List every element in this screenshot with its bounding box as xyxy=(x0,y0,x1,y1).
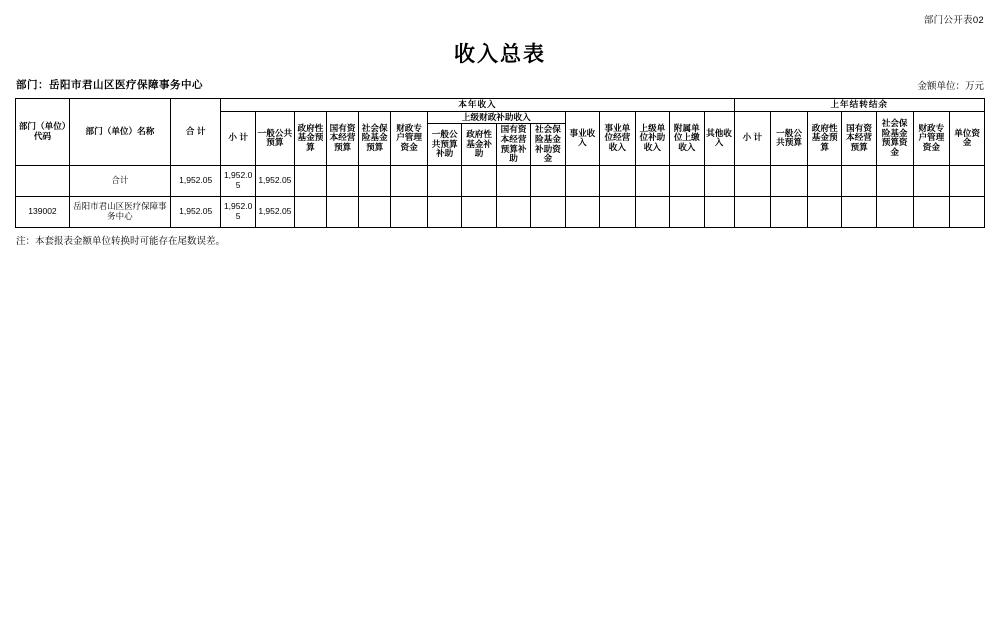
cell-sup-social xyxy=(531,196,565,227)
cell-pb-fin-acct xyxy=(913,196,950,227)
cell-total: 1,952.05 xyxy=(170,196,221,227)
cell-pb-social xyxy=(876,165,913,196)
th-pb-social: 社会保险基金预算资金 xyxy=(876,111,913,165)
th-subordinate-payment: 附属单位上缴收入 xyxy=(670,111,704,165)
cell-superior-unit xyxy=(635,165,669,196)
cell-cy-soe xyxy=(327,196,359,227)
cell-biz-operating xyxy=(600,165,636,196)
th-cy-fin-acct: 财政专户管理资金 xyxy=(391,111,428,165)
page-title: 收入总表 xyxy=(454,43,546,66)
th-cy-social: 社会保险基金预算 xyxy=(359,111,391,165)
cell-pb-fin-acct xyxy=(913,165,950,196)
th-pb-subtotal: 小 计 xyxy=(734,111,771,165)
amount-unit-label: 金额单位：万元 xyxy=(917,81,984,92)
cell-cy-general: 1,952.05 xyxy=(255,165,294,196)
cell-subordinate xyxy=(670,165,704,196)
th-other-income: 其他收入 xyxy=(704,111,734,165)
cell-sup-soe xyxy=(496,196,530,227)
th-pb-fin-acct: 财政专户管理资金 xyxy=(913,111,950,165)
cell-cy-gov-fund xyxy=(294,165,326,196)
cell-dept-name: 合计 xyxy=(69,165,170,196)
th-cy-soe: 国有资本经营预算 xyxy=(327,111,359,165)
cell-cy-subtotal: 1,952.05 xyxy=(221,165,255,196)
cell-pb-soe xyxy=(842,165,876,196)
cell-sup-social xyxy=(531,165,565,196)
th-biz-operating: 事业单位经营收入 xyxy=(600,111,636,165)
cell-cy-gov-fund xyxy=(294,196,326,227)
cell-cy-fin-acct xyxy=(391,165,428,196)
th-dept-name: 部门（单位）名称 xyxy=(69,99,170,166)
cell-pb-subtotal xyxy=(734,196,771,227)
cell-biz-operating xyxy=(600,196,636,227)
cell-dept-code xyxy=(16,165,70,196)
cell-sup-general xyxy=(427,165,461,196)
th-cy-subtotal: 小 计 xyxy=(221,111,255,165)
th-pb-general: 一般公共预算 xyxy=(771,111,808,165)
cell-sup-gov-fund xyxy=(462,196,496,227)
cell-cy-soe xyxy=(327,165,359,196)
cell-cy-general: 1,952.05 xyxy=(255,196,294,227)
table-row xyxy=(16,165,985,196)
cell-cy-fin-acct xyxy=(391,196,428,227)
cell-sup-gov-fund xyxy=(462,165,496,196)
th-sup-gov-fund: 政府性基金补助 xyxy=(462,124,496,166)
th-dept-code: 部门（单位）代码 xyxy=(16,99,70,166)
cell-pb-gov-fund xyxy=(807,165,841,196)
cell-pb-general xyxy=(771,165,808,196)
th-pb-gov-fund: 政府性基金预算 xyxy=(807,111,841,165)
cell-pb-general xyxy=(771,196,808,227)
form-code: 部门公开表02 xyxy=(923,15,984,26)
cell-superior-unit xyxy=(635,196,669,227)
cell-total: 1,952.05 xyxy=(170,165,221,196)
cell-sup-general xyxy=(427,196,461,227)
th-group-prior-balance: 上年结转结余 xyxy=(734,99,985,112)
th-superior-unit-subsidy: 上级单位补助收入 xyxy=(635,111,669,165)
cell-subordinate xyxy=(670,196,704,227)
th-cy-general: 一般公共预算 xyxy=(255,111,294,165)
cell-cy-social xyxy=(359,196,391,227)
cell-cy-subtotal: 1,952.05 xyxy=(221,196,255,227)
footer-note: 注：本套报表金额单位转换时可能存在尾数误差。 xyxy=(16,236,226,247)
cell-dept-name: 岳阳市君山区医疗保障事务中心 xyxy=(69,196,170,227)
cell-pb-subtotal xyxy=(734,165,771,196)
department-label: 部门：岳阳市君山区医疗保障事务中心 xyxy=(16,79,203,91)
th-pb-soe: 国有资本经营预算 xyxy=(842,111,876,165)
income-summary-table xyxy=(15,98,985,228)
th-sup-general: 一般公共预算补助 xyxy=(427,124,461,166)
cell-pb-social xyxy=(876,196,913,227)
cell-other xyxy=(704,196,734,227)
th-cy-gov-fund: 政府性基金预算 xyxy=(294,111,326,165)
th-sup-social: 社会保险基金补助资金 xyxy=(531,124,565,166)
cell-pb-unit-fund xyxy=(950,165,985,196)
th-pb-unit-fund: 单位资金 xyxy=(950,111,985,165)
cell-pb-gov-fund xyxy=(807,196,841,227)
cell-pb-unit-fund xyxy=(950,196,985,227)
th-total: 合 计 xyxy=(170,99,221,166)
cell-biz-income xyxy=(565,165,599,196)
cell-pb-soe xyxy=(842,196,876,227)
th-group-current-year: 本年收入 xyxy=(221,99,734,112)
table-row xyxy=(16,196,985,227)
th-sup-soe: 国有资本经营预算补助 xyxy=(496,124,530,166)
cell-dept-code: 139002 xyxy=(16,196,70,227)
cell-other xyxy=(704,165,734,196)
cell-biz-income xyxy=(565,196,599,227)
th-biz-income: 事业收入 xyxy=(565,111,599,165)
cell-cy-social xyxy=(359,165,391,196)
cell-sup-soe xyxy=(496,165,530,196)
th-group-superior-subsidy: 上级财政补助收入 xyxy=(427,111,565,124)
meta-row xyxy=(16,77,984,91)
